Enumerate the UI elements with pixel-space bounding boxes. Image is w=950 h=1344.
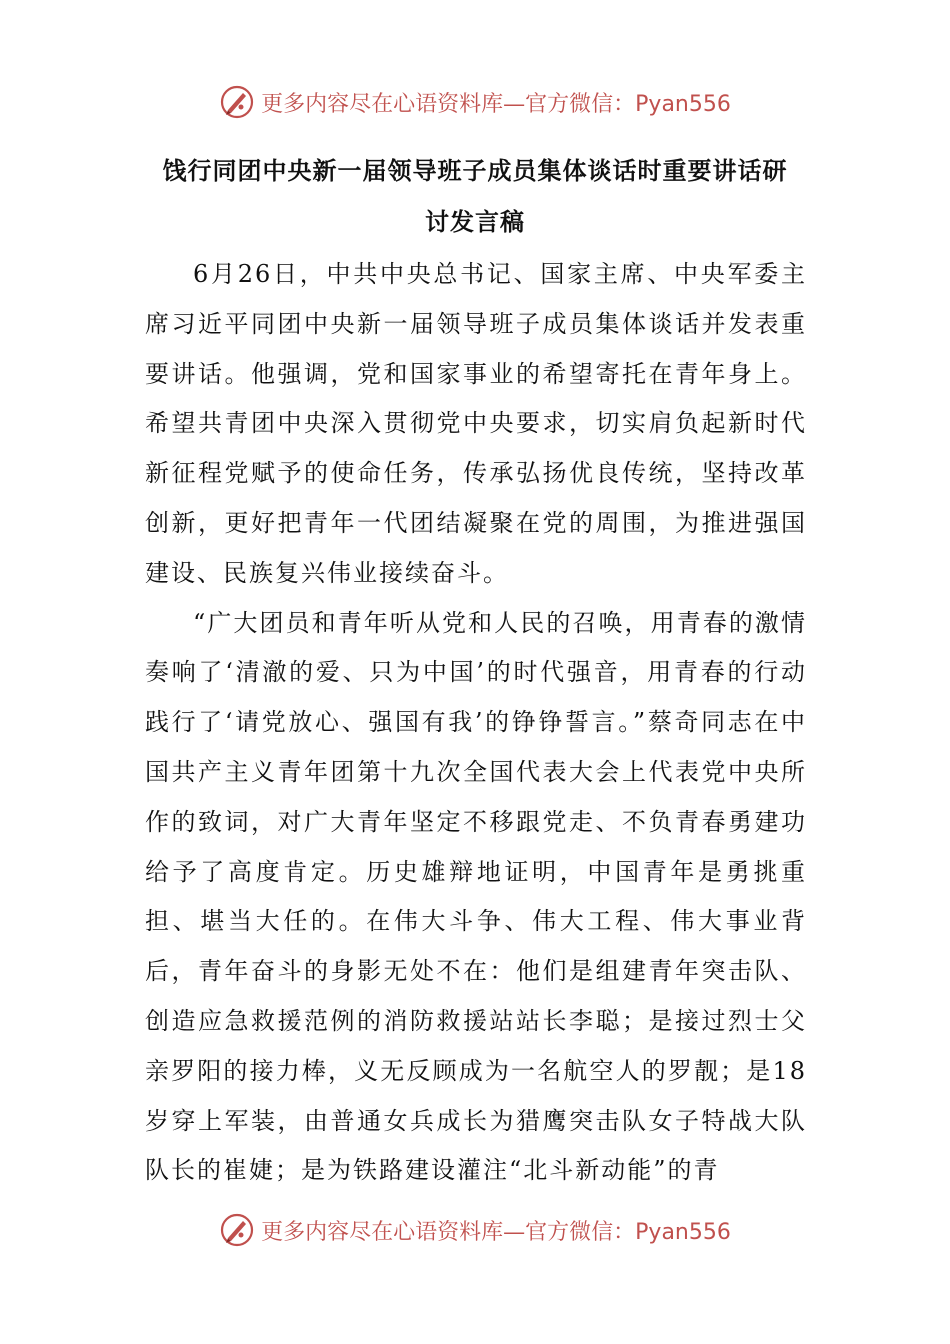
document-title-line-1: 饯行同团中央新一届领导班子成员集体谈话时重要讲话研 — [162, 156, 788, 185]
document-title-line-2: 讨发言稿 — [425, 207, 525, 236]
banner-wechat-id: Pyan556 — [635, 1219, 731, 1245]
banner-text: 更多内容尽在心语资料库—官方微信：Pyan556 — [261, 91, 731, 117]
pen-logo-icon — [219, 84, 255, 120]
footer-banner[interactable] — [0, 1212, 950, 1248]
document-body — [145, 250, 807, 1196]
pen-logo-icon — [219, 1212, 255, 1248]
paragraph-1: 6月26日，中共中央总书记、国家主席、中央军委主席习近平同团中央新一届领导班子成员集体谈话并发表重要讲话。他强调，党和国家事业的希望寄托在青年身上。希望共青团中央深入贯彻党中央要求，切实肩负起新时代新征程党赋予的使命任务，传承弘扬优良传统，坚持改革创新，更好把青年一代团结凝聚在党的周围，为推进强国建设、民族复兴伟业接续奋斗。 — [145, 260, 807, 587]
banner-wechat-id: Pyan556 — [635, 91, 731, 117]
banner-text: 更多内容尽在心语资料库—官方微信：Pyan556 — [261, 1219, 731, 1245]
header-banner[interactable] — [0, 84, 950, 120]
paragraph-2: “广大团员和青年听从党和人民的召唤，用青春的激情奏响了‘清澈的爱、只为中国’的时代强音，用青春的行动践行了‘请党放心、强国有我’的铮铮誓言。”蔡奇同志在中国共产主义青年团第十九次全国代表大会上代表党中央所作的致词，对广大青年坚定不移跟党走、不负青春勇建功给予了高度肯定。历史雄辩地证明，中国青年是勇挑重担、堪当大任的。在伟大斗争、伟大工程、伟大事业背后，青年奋斗的身影无处不在：他们是组建青年突击队、创造应急救援范例的消防救援站站长李聪；是接过烈士父亲罗阳的接力棒，义无反顾成为一名航空人的罗靓；是18岁穿上军装，由普通女兵成长为猎鹰突击队女子特战大队队长的崔婕；是为铁路建设灌注“北斗新动能”的青 — [145, 608, 807, 1185]
